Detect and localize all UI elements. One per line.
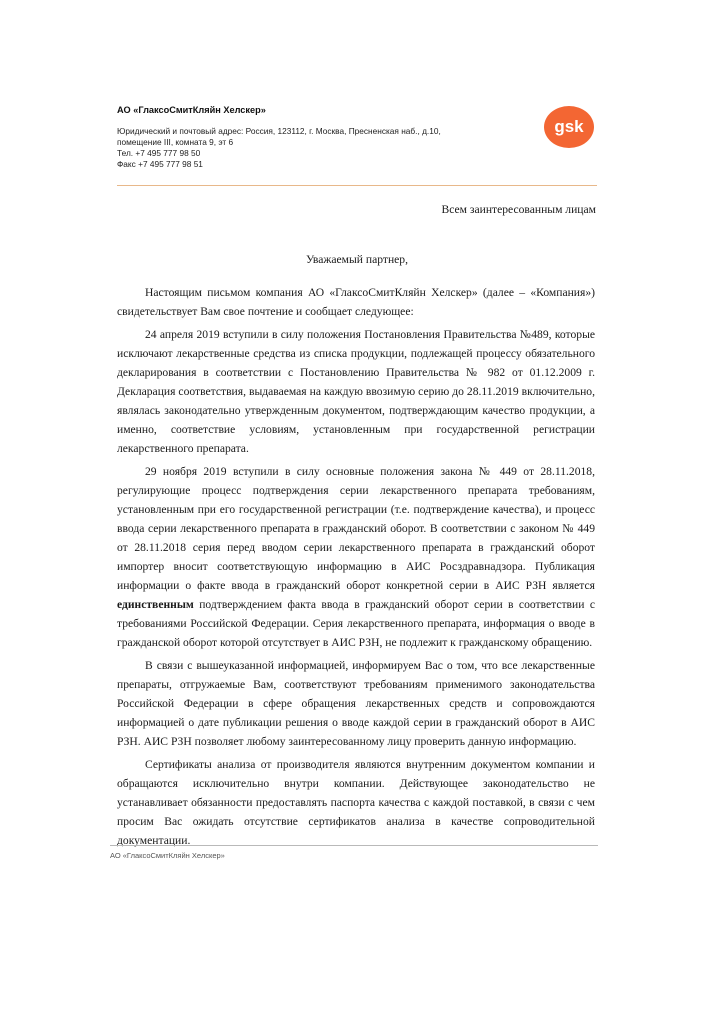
footer-divider [110, 845, 598, 846]
emphasis-only: единственным [117, 598, 194, 611]
letter-body [117, 283, 595, 854]
company-address [117, 126, 441, 170]
phone-line: Тел. +7 495 777 98 50 [117, 148, 201, 158]
paragraph-certificates: Сертификаты анализа от производителя являются внутренним документом компании и обращаются исключительно внутри компании. Действующее законодательство не устанавливает обязанности предоставлять паспорта качества с каждой поставкой, в связи с чем просим Вас ожидать отсутствие сертификатов анализа в качестве сопроводительной документации. [117, 758, 595, 847]
address-line: Юридический и почтовый адрес: Россия, 123112, г. Москва, Пресненская наб., д.10, [117, 126, 441, 136]
header-divider [117, 185, 597, 186]
paragraph-law-449-part2: подтверждением факта ввода в гражданский оборот серии в соответствии с требованиями Российской Федерации. Серия лекарственного препарата, информация о вводе в гражданской оборот которой отсутствует в АИС РЗН, не подлежит к гражданскому обращению. [117, 598, 595, 649]
paragraph-intro: Настоящим письмом компания АО «ГлаксоСмитКляйн Хелскер» (далее – «Компания») свидетельствует Вам свое почтение и сообщает следующее: [117, 286, 595, 318]
addressee: Всем заинтересованным лицам [441, 203, 596, 216]
gsk-logo-text: gsk [554, 117, 584, 136]
salutation: Уважаемый партнер, [305, 253, 408, 266]
company-name: АО «ГлаксоСмитКляйн Хелскер» [117, 105, 266, 115]
fax-line: Факс +7 495 777 98 51 [117, 159, 203, 169]
footer-company-name: АО «ГлаксоСмитКляйн Хелскер» [110, 851, 225, 860]
address-line: помещение III, комната 9, эт 6 [117, 137, 234, 147]
paragraph-decree-489: 24 апреля 2019 вступили в силу положения Постановления Правительства №489, которые исключают лекарственные средства из списка продукции, подлежащей процессу обязательного декларирования в соответствии с Постановлению Правительства № 982 от 01.12.2009 г. Декларация соответствия, выдаваемая на каждую ввозимую серию до 28.11.2019 включительно, являлась законодательно утвержденным документом, подтверждающим качество продукции, а именно, соответствие условиям, установленным при государственной регистрации лекарственного препарата. [117, 328, 595, 455]
paragraph-law-449-part1: 29 ноября 2019 вступили в силу основные положения закона № 449 от 28.11.2018, регулирующие процесс подтверждения серии лекарственного препарата требованиям, установленным при его государственной регистрации (т.е. подтверждение качества), и процесс ввода серии лекарственного препарата в гражданский оборот. В соответствии с законом № 449 от 28.11.2018 серия перед вводом серии лекарственного препарата в гражданский оборот импортер вносит соответствующую информацию в АИС Росздравнадзора. Публикация информации о факте ввода в гражданский оборот конкретной серии в АИС РЗН является [117, 465, 595, 592]
paragraph-compliance: В связи с вышеуказанной информацией, информируем Вас о том, что все лекарственные препараты, отгружаемые Вам, соответствуют требованиям применимого законодательства Российской Федерации в сфере обращения лекарственных средств и сопровождаются информацией о дате публикации решения о вводе каждой серии в гражданский оборот в АИС РЗН. АИС РЗН позволяет любому заинтересованному лицу проверить данную информацию. [117, 659, 595, 748]
gsk-logo [543, 105, 595, 149]
paragraph-law-449 [117, 462, 595, 652]
